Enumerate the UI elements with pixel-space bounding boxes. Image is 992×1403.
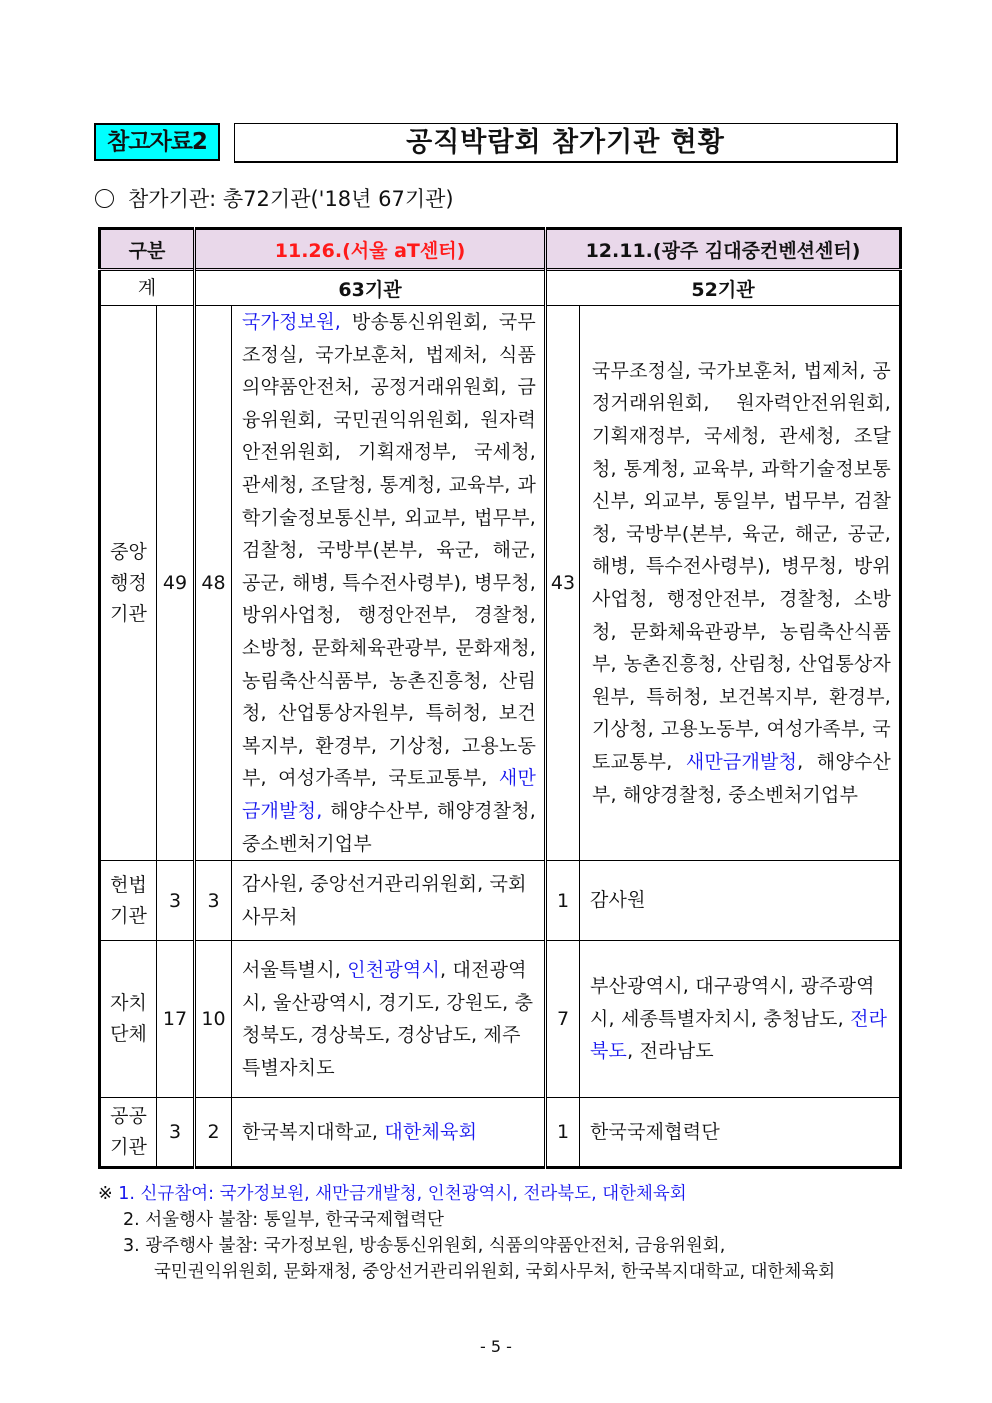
seoul-count: 10: [195, 941, 232, 1098]
gwangju-list: 감사원: [580, 861, 901, 941]
new-participant: 새만금개발청,: [242, 767, 536, 822]
category-cell: [100, 1098, 157, 1168]
gwangju-count: 1: [546, 861, 580, 941]
table-row: [100, 941, 901, 1098]
gwangju-count: 7: [546, 941, 580, 1098]
seoul-list: [232, 941, 546, 1098]
gwangju-list: [580, 306, 901, 861]
table-row: [100, 1098, 901, 1168]
new-participant: 새만금개발청: [685, 751, 798, 774]
category-line: 헌법: [110, 873, 147, 896]
category-cell: [100, 306, 157, 861]
footnote-1: [98, 1181, 835, 1207]
list-text: 부산광역시, 대구광역시, 광주광역시, 세종특별자치시, 충청남도,: [590, 975, 875, 1030]
header-category: 구분: [100, 229, 195, 270]
total-count: 49: [157, 306, 195, 861]
footnote-3: 3. 광주행사 불참: 국가정보원, 방송통신위원회, 식품의약품안전처, 금융위원회,: [123, 1236, 726, 1256]
page-title: 공직박람회 참가기관 현황: [234, 123, 898, 163]
list-text: 해양수산부, 해양경찰청, 중소벤처기업부: [242, 799, 536, 855]
summary-text: 참가기관: 총72기관('18년 67기관): [128, 187, 454, 211]
total-count: 3: [157, 861, 195, 941]
seoul-count: 48: [195, 306, 232, 861]
category-line: 중앙: [110, 540, 147, 563]
total-row: [100, 270, 901, 306]
new-participant: 전라북도: [590, 1007, 888, 1063]
new-participant: 국가정보원,: [242, 311, 342, 333]
footnote-2: 2. 서울행사 불참: 통일부, 한국국제협력단: [123, 1210, 444, 1230]
category-line: 기관: [110, 1136, 147, 1159]
footnote-text: 1. 신규참여: 국가정보원, 새만금개발청, 인천광역시, 전라북도, 대한체육회: [118, 1184, 687, 1204]
category-line: 기관: [110, 904, 147, 927]
seoul-count: 2: [195, 1098, 232, 1168]
list-text: 한국복지대학교,: [242, 1120, 385, 1143]
new-participant: 인천광역시: [347, 958, 441, 981]
new-participant: 대한체육회: [384, 1120, 478, 1143]
total-seoul: 63기관: [195, 270, 546, 306]
seoul-list: 감사원, 중앙선거관리위원회, 국회사무처: [232, 861, 546, 941]
participants-table: [98, 227, 902, 1169]
summary-line: [95, 184, 454, 214]
total-count: 3: [157, 1098, 195, 1168]
seoul-list: [232, 1098, 546, 1168]
list-text: , 대전광역시, 울산광역시, 경기도, 강원도, 충청북도, 경상북도, 경상남도, 제주특별자치도: [242, 958, 534, 1079]
total-count: 17: [157, 941, 195, 1098]
list-text: , 전라남도: [627, 1040, 714, 1063]
gwangju-count: 1: [546, 1098, 580, 1168]
footnote-3-cont: 국민권익위원회, 문화재청, 중앙선거관리위원회, 국회사무처, 한국복지대학교, 대한체육회: [154, 1262, 836, 1282]
total-gwangju: 52기관: [546, 270, 901, 306]
gwangju-count: 43: [546, 306, 580, 861]
category-line: 자치: [110, 992, 147, 1015]
page-number: - 5 -: [480, 1337, 512, 1356]
table-row: [100, 861, 901, 941]
table-header-row: [100, 229, 901, 270]
category-line: 기관: [110, 602, 147, 625]
category-line: 단체: [110, 1023, 147, 1046]
list-text: , 해양수산부, 해양경찰청, 중소벤처기업부: [592, 751, 891, 806]
footnotes: [98, 1181, 835, 1285]
gwangju-list: 한국국제협력단: [580, 1098, 901, 1168]
reference-mark: ※: [98, 1184, 113, 1204]
list-text: 방송통신위원회, 국무조정실, 국가보훈처, 법제처, 식품의약품안전처, 공정거래위원회, 금융위원회, 국민권익위원회, 원자력안전위원회, 기획재정부, 국세청, 관세청, 조달청, 통계청, 교육부, 과학기술정보통신부, 외교부, 법무부, 검찰청, 국방부(본부, 육군, 해군, 공군, 해병, 특수전사령부), 병무청, 방위사업청, 행정안전부, 경찰청, 소방청, 문화체육관광부, 문화재청, 농림축산식품부, 농촌진흥청, 산림청, 산업통상자원부, 특허청, 보건복지부, 환경부, 기상청, 고용노동부, 여성가족부, 국토교통부,: [242, 311, 536, 790]
category-cell: [100, 861, 157, 941]
seoul-count: 3: [195, 861, 232, 941]
category-cell: [100, 941, 157, 1098]
list-text: 국무조정실, 국가보훈처, 법제처, 공정거래위원회, 원자력안전위원회, 기획재정부, 국세청, 관세청, 조달청, 통계청, 교육부, 과학기술정보통신부, 외교부, 통일부, 법무부, 검찰청, 국방부(본부, 육군, 해군, 공군, 해병, 특수전사령부), 병무청, 방위사업청, 행정안전부, 경찰청, 소방청, 문화체육관광부, 농림축산식품부, 농촌진흥청, 산림청, 산업통상자원부, 특허청, 보건복지부, 환경부, 기상청, 고용노동부, 여성가족부, 국토교통부,: [592, 359, 891, 774]
category-line: 공공: [110, 1105, 147, 1128]
category-line: 행정: [110, 571, 147, 594]
header-seoul: 11.26.(서울 aT센터): [195, 229, 546, 270]
reference-badge: 참고자료2: [94, 123, 220, 161]
circle-bullet-icon: [95, 189, 114, 208]
seoul-list: [232, 306, 546, 861]
table-row: [100, 306, 901, 861]
gwangju-list: [580, 941, 901, 1098]
header-gwangju: 12.11.(광주 김대중컨벤션센터): [546, 229, 901, 270]
total-label: 계: [100, 270, 195, 306]
list-text: 서울특별시,: [242, 958, 348, 981]
